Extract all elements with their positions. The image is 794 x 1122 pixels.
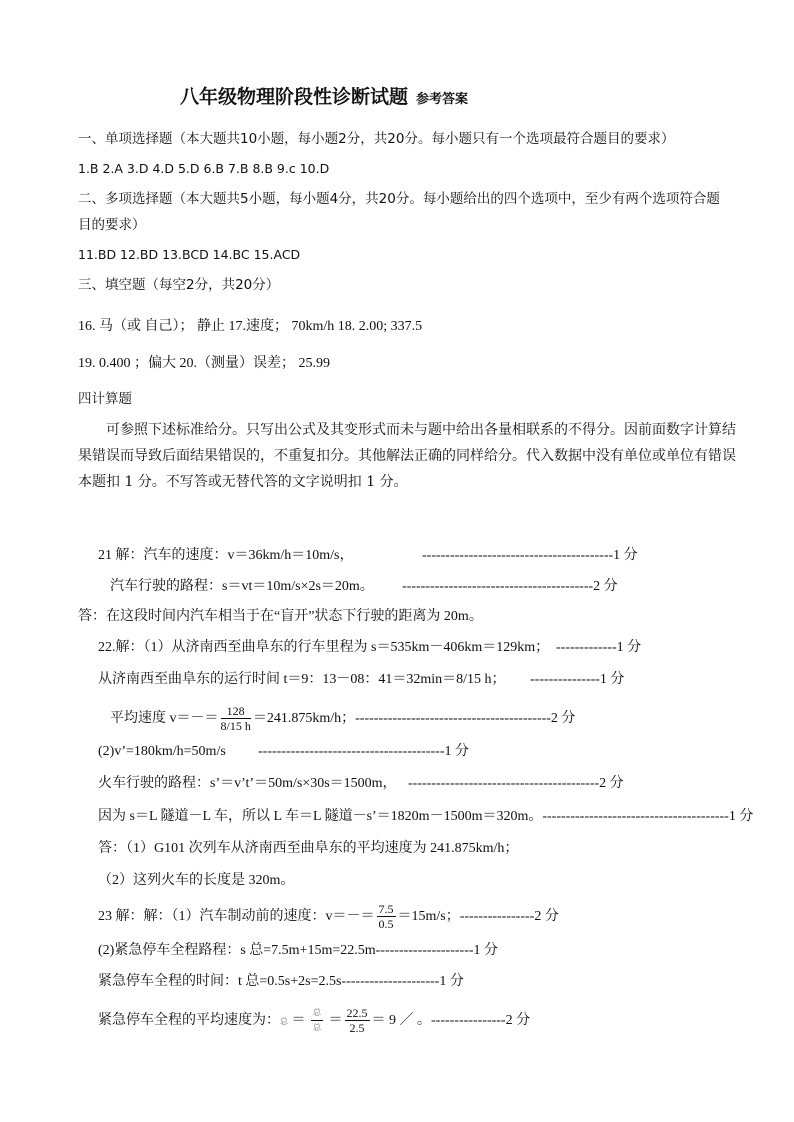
q23-fraction-artifact (311, 1006, 323, 1035)
q23-line-4-suffix: ＝ 9 ／ 。----------------2 分 (371, 1013, 531, 1028)
fill-answers-19-20: 19. 0.400 ；偏大 20.（测量）误差； 25.99 (78, 356, 330, 371)
q22-fraction-denominator: 8/15 h (220, 719, 251, 734)
q22-line-6: 因为 s＝L 隧道－L 车，所以 L 车＝L 隧道－s’＝1820m－1500m＝320m。----------------------------------------1 分 (98, 809, 754, 824)
section-4-heading: 四计算题 (78, 391, 132, 407)
q22-fraction-numerator: 128 (221, 704, 251, 719)
q23-line-4-prefix: 紧急停车全程的平均速度为： (98, 1013, 280, 1028)
q23-line-2: (2)紧急停车全程路程：s 总=7.5m+15m=22.5m---------------------1 分 (98, 943, 499, 958)
section-2-answers: 11.BD 12.BD 13.BCD 14.BC 15.ACD (78, 247, 301, 262)
q23-line-1-prefix: 23 解：解：（1）汽车制动前的速度：v＝－＝ (98, 909, 375, 924)
q22-line-4: (2)v’=180km/h=50m/s (98, 744, 226, 759)
q21-line-2: 汽车行驶的路程：s＝vt＝10m/s×2s＝20m。 (110, 579, 374, 594)
q22-line-5-score: -----------------------------------------2 分 (408, 776, 624, 791)
q22-line-1: 22.解：（1）从济南西至曲阜东的行车里程为 s＝535km－406km＝129km； (98, 640, 550, 655)
section-1-answers: 1.B 2.A 3.D 4.D 5.D 6.B 7.B 8.B 9.c 10.D (78, 161, 330, 176)
q22-fraction (221, 704, 251, 733)
section-2-heading-line2: 目的要求） (78, 217, 146, 233)
q23-fraction-1 (377, 902, 396, 931)
q23-fraction-2-denominator: 2.5 (349, 1021, 365, 1036)
title-text: 八年级物理阶段性诊断试题 (180, 86, 409, 108)
q21-line-1-score: -----------------------------------------1 分 (422, 548, 638, 563)
q22-line-2-score: ---------------1 分 (530, 672, 625, 687)
q23-line-3: 紧急停车全程的时间：t 总=0.5s+2s=2.5s---------------------1 分 (98, 974, 464, 989)
q22-line-2: 从济南西至曲阜东的运行时间 t＝9：13－08：41＝32min＝8/15 h； (98, 672, 506, 687)
section-1-heading: 一、单项选择题（本大题共10小题，每小题2分，共20分。每小题只有一个选项最符合题目的要求） (78, 131, 675, 147)
q23-fraction-2 (345, 1006, 370, 1035)
section-2-heading-line1: 二、多项选择题（本大题共5小题，每小题4分，共20分。每小题给出的四个选项中，至少有两个选项符合题 (78, 191, 720, 207)
q23-ocr-artifact-1: 总 (280, 1017, 288, 1026)
q22-line-3-suffix: ＝241.875km/h；------------------------------------------2 分 (252, 711, 576, 726)
q22-line-4-score: ----------------------------------------1 分 (258, 744, 469, 759)
section-3-heading: 三、填空题（每空2分，共20分） (78, 277, 280, 293)
q23-fraction-2-numerator: 22.5 (346, 1006, 368, 1021)
q23-line-1-suffix: ＝15m/s；----------------2 分 (397, 909, 559, 924)
q23-line-4: 紧急停车全程的平均速度为：总 ＝ $\frac{\text{总}}{\text{总}}$ ＝ $\frac{22.5}{2.5}$ ＝ 9 ／ 。----------------2 分 (98, 1006, 531, 1036)
page-title (180, 88, 468, 109)
q22-line-3 (110, 704, 575, 734)
q23-fraction-1-numerator: 7.5 (378, 902, 394, 917)
grading-instructions: 可参照下述标准给分。只写出公式及其变形式而未与题中给出各量相联系的不得分。因前面数字计算结果错误而导致后面结果错误的，不重复扣分。其他解法正确的同样给分。代入数据中没有单位或单位有错误本题扣 1 分。不写答或无替代答的文字说明扣 1 分。 (78, 422, 736, 490)
q22-line-5: 火车行驶的路程：s’＝v’t’＝50m/s×30s＝1500m， (98, 776, 397, 791)
q23-fraction-1-denominator: 0.5 (378, 917, 394, 932)
q22-line-1-score: -------------1 分 (556, 640, 642, 655)
q23-fraction-artifact-num: 总 (311, 1006, 323, 1021)
q22-answer-1: 答：（1）G101 次列车从济南西至曲阜东的平均速度为 241.875km/h； (98, 841, 519, 856)
q23-fraction-artifact-den: 总 (313, 1023, 321, 1033)
q21-line-2-score: -----------------------------------------2 分 (402, 579, 618, 594)
title-subtitle: 参考答案 (416, 92, 469, 107)
q21-line-1-text: 21 解：汽车的速度：v＝36km/h＝10m/s， (98, 548, 354, 563)
fill-answers-16-18: 16. 马（或 自己）； 静止 17.速度； 70km/h 18. 2.00; 337.5 (78, 319, 423, 334)
q22-answer-2: （2）这列火车的长度是 320m。 (98, 873, 295, 888)
q23-line-1 (98, 902, 559, 932)
q22-line-3-prefix: 平均速度 v＝－＝ (110, 711, 219, 726)
q21-answer: 答：在这段时间内汽车相当于在“盲开”状态下行驶的距离为 20m。 (78, 609, 483, 624)
q21-line-1 (98, 547, 354, 565)
